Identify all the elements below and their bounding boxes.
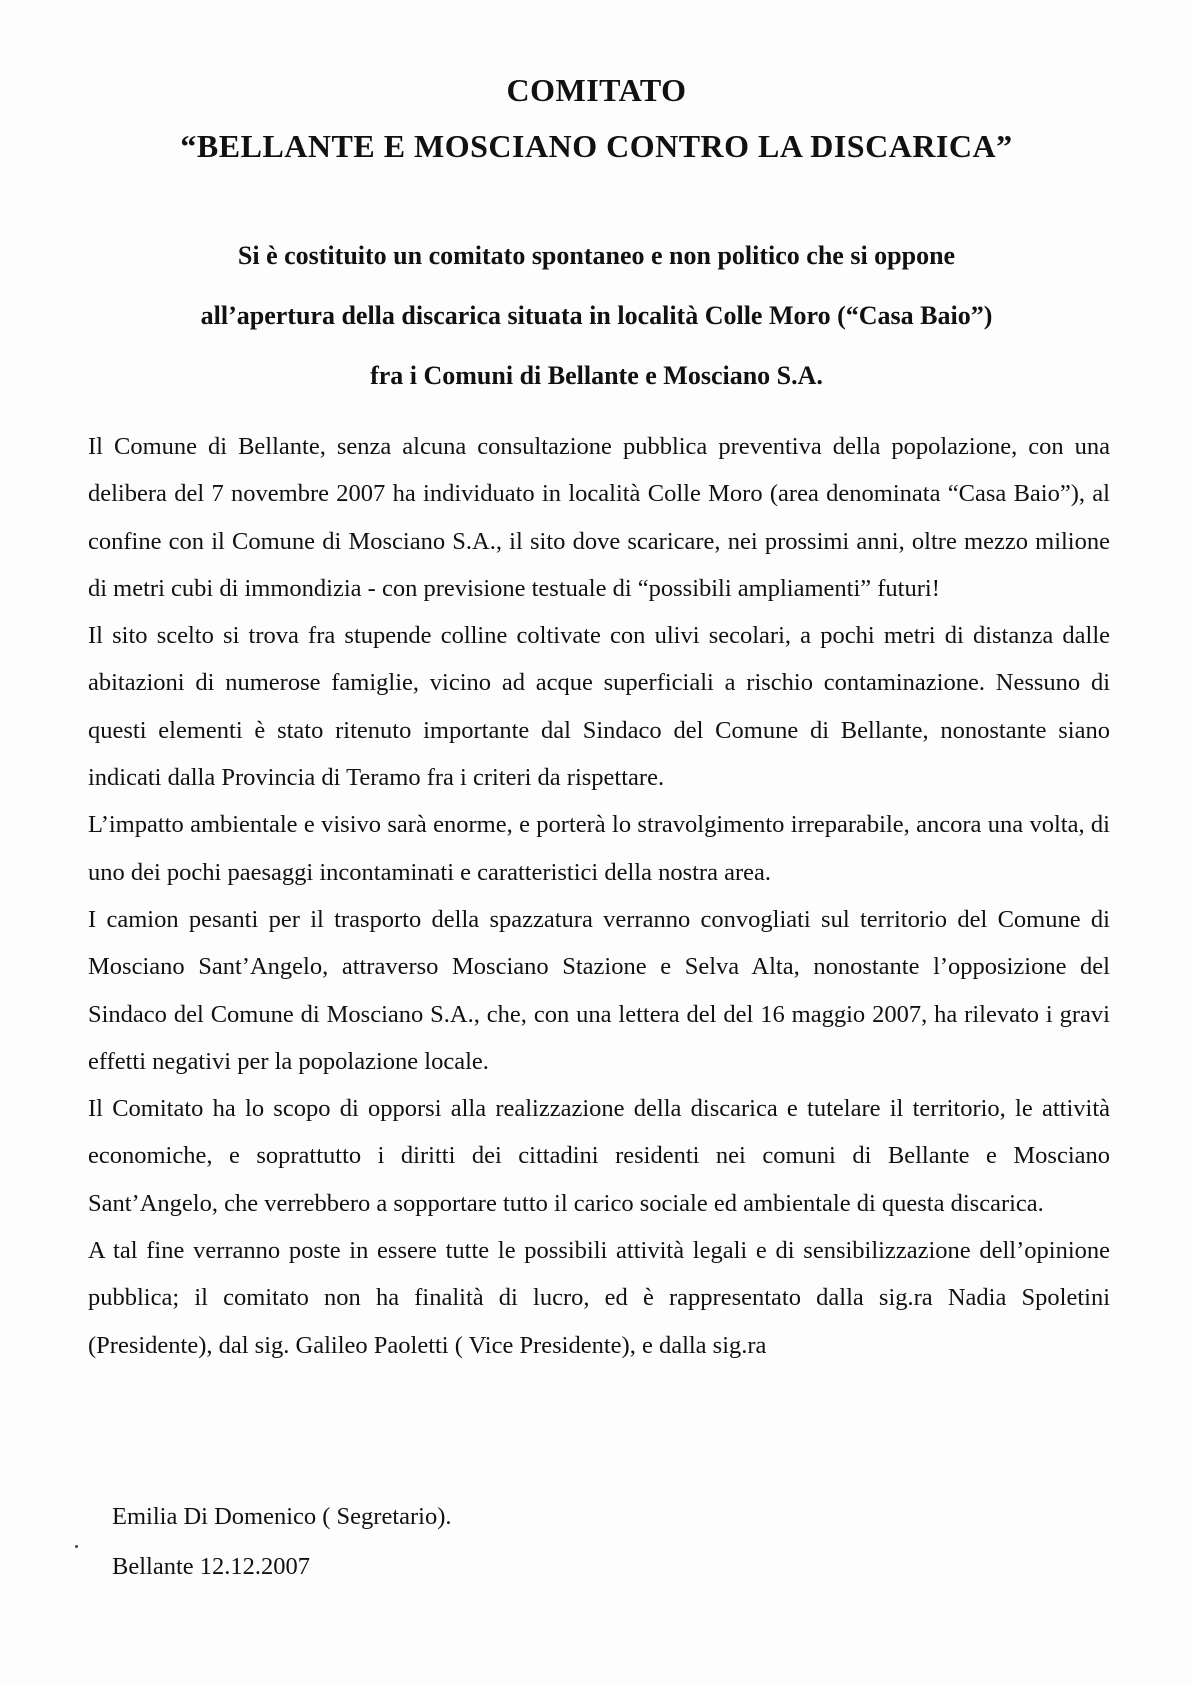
scan-speck (75, 1545, 78, 1548)
paragraph-trucks: I camion pesanti per il trasporto della spazzatura verranno convogliati sul territorio del Comune di Mosciano Sant’Angelo, attraverso Mosciano Stazione e Selva Alta, nonostante l’opposizione del Sindaco del Comune di Mosciano S.A., che, con una lettera del del 16 maggio 2007, ha rilevato i gravi effetti negativi per la popolazione locale. (88, 905, 1110, 1075)
intro-line: fra i Comuni di Bellante e Mosciano S.A. (370, 361, 823, 390)
place-date: Bellante 12.12.2007 (112, 1553, 311, 1580)
paragraph-announcement: Il Comune di Bellante, senza alcuna consultazione pubblica preventiva della popolazione, con una delibera del 7 novembre 2007 ha individuato in località Colle Moro (area denominata “Casa Baio”), al confine con il Comune di Mosciano S.A., il sito dove scaricare, nei prossimi anni, oltre mezzo milione di metri cubi di immondizia - con previsione testuale di “possibili ampliamenti” futuri! (88, 433, 1110, 602)
intro-statement (0, 226, 1193, 406)
body-text (88, 423, 1110, 1369)
signatory-line: Emilia Di Domenico ( Segretario). (112, 1503, 452, 1530)
paragraph-representatives: A tal fine verranno poste in essere tutte le possibili attività legali e di sensibilizzazione dell’opinione pubblica; il comitato non ha finalità di lucro, ed è rappresentato dalla sig.ra Nadia Spoletini (Presidente), dal sig. Galileo Paoletti ( Vice Presidente), e dalla sig.ra (88, 1237, 1110, 1359)
intro-line: Si è costituito un comitato spontaneo e non politico che si oppone (237, 241, 956, 270)
paragraph-purpose: Il Comitato ha lo scopo di opporsi alla realizzazione della discarica e tutelare il territorio, le attività economiche, e soprattutto i diritti dei cittadini residenti nei comuni di Bellante e Mosciano Sant’Angelo, che verrebbero a sopportare tutto il carico sociale ed ambientale di questa discarica. (88, 1095, 1110, 1217)
document-subtitle: “BELLANTE E MOSCIANO CONTRO LA DISCARICA” (180, 128, 1013, 164)
intro-line: all’apertura della discarica situata in località Colle Moro (“Casa Baio”) (200, 301, 993, 330)
document-title: COMITATO (506, 72, 687, 108)
paragraph-site: Il sito scelto si trova fra stupende colline coltivate con ulivi secolari, a pochi metri di distanza dalle abitazioni di numerose famiglie, vicino ad acque superficiali a rischio contaminazione. Nessuno di questi elementi è stato ritenuto importante dal Sindaco del Comune di Bellante, nonostante siano indicati dalla Provincia di Teramo fra i criteri da rispettare. (88, 622, 1110, 792)
paragraph-impact: L’impatto ambientale e visivo sarà enorme, e porterà lo stravolgimento irreparabile, ancora una volta, di uno dei pochi paesaggi incontaminati e caratteristici della nostra area. (88, 811, 1110, 886)
